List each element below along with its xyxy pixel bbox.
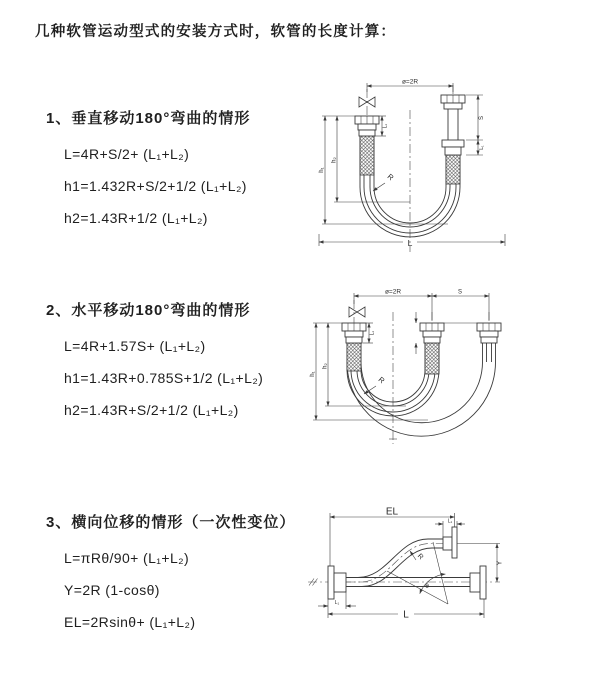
l-label: L	[403, 609, 409, 621]
valve-icon	[359, 97, 375, 107]
left-flange-fitting	[328, 566, 346, 599]
r-label: R	[385, 171, 396, 183]
l1-label: L₁	[382, 123, 389, 129]
formula-list	[64, 542, 295, 638]
formula: h2=1.43R+S/2+1/2 (L₁+L₂)	[64, 402, 239, 418]
r-label: R	[415, 552, 425, 562]
section-heading: 2、水平移动180°弯曲的情形	[46, 302, 251, 319]
dimension-span-2r	[367, 79, 453, 93]
dimension-length	[328, 599, 484, 621]
radius-callout	[364, 375, 387, 394]
l1-label: L₁	[447, 518, 453, 525]
formula: EL=2Rsinθ+ (L₁+L₂)	[64, 614, 196, 630]
formula: Y=2R (1-cosθ)	[64, 582, 160, 598]
radius-callout	[410, 551, 424, 561]
formula-list	[64, 330, 263, 426]
formula: h1=1.43R+0.785S+1/2 (L₁+L₂)	[64, 370, 264, 386]
dimension-s	[432, 290, 489, 321]
horizontal-bend-diagram	[306, 282, 544, 464]
span-label: ø=2R	[401, 78, 419, 86]
s-label: S	[457, 289, 463, 296]
h1-label: h₁	[310, 371, 316, 377]
right-flange-fitting	[441, 85, 465, 155]
l1-label: L₁	[334, 600, 340, 606]
dimension-l1-right	[466, 140, 485, 155]
section-heading: 3、横向位移的情形（一次性变位）	[46, 514, 296, 531]
lateral-displacement-diagram	[300, 494, 564, 660]
valve-icon	[349, 307, 365, 317]
dimension-s	[466, 95, 485, 140]
section-vertical-movement	[46, 107, 250, 234]
formula: h2=1.43R+1/2 (L₁+L₂)	[64, 210, 208, 226]
dimension-length	[319, 234, 505, 248]
formula: h1=1.432R+S/2+1/2 (L₁+L₂)	[64, 178, 247, 194]
l1-label: L₁	[479, 145, 485, 150]
left-flange-fitting	[355, 89, 379, 136]
u-bend-hose-displaced	[347, 343, 496, 436]
el-label: EL	[385, 506, 399, 518]
section-horizontal-movement	[46, 299, 263, 426]
formula: L=4R+1.57S+ (L₁+L₂)	[64, 338, 206, 354]
theta-label: θ	[425, 583, 429, 590]
formula: L=4R+S/2+ (L₁+L₂)	[64, 146, 190, 162]
span-label: ø=2R	[384, 288, 402, 296]
r-label: R	[376, 374, 387, 386]
y-label: Y	[496, 560, 504, 566]
section-lateral-displacement	[46, 511, 295, 638]
h2-label: h₂	[322, 363, 329, 369]
formula-list	[64, 138, 250, 234]
page-title: 几种软管运动型式的安装方式时，软管的长度计算：	[35, 24, 397, 40]
dimension-l1-top	[435, 519, 465, 538]
left-flange-fitting	[342, 300, 366, 343]
l-label: L	[407, 238, 413, 248]
formula: L=πRθ/90+ (L₁+L₂)	[64, 550, 190, 566]
vertical-bend-diagram	[315, 72, 535, 264]
straight-hose-position	[346, 566, 486, 599]
s-label: S	[479, 115, 485, 121]
h1-label: h₁	[319, 167, 325, 173]
section-heading: 1、垂直移动180°弯曲的情形	[46, 110, 251, 127]
radius-callout	[373, 172, 396, 191]
h2-label: h₂	[331, 157, 338, 163]
dimension-el	[330, 507, 455, 567]
dimension-h1	[319, 116, 448, 224]
l1-label: L₁	[369, 330, 376, 336]
